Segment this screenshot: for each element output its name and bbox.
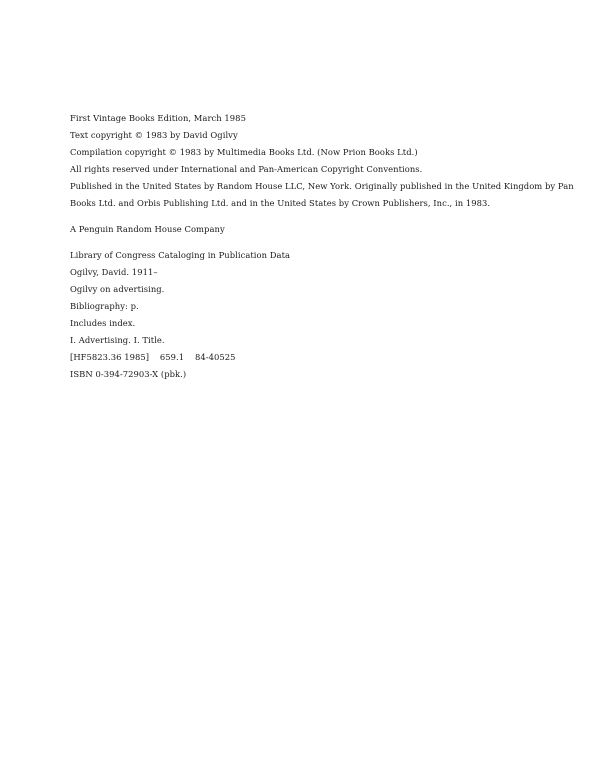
spacer: [70, 212, 530, 221]
published-line-1: Published in the United States by Random House LLC, New York. Originally published in the United Kingdom by Pan: [70, 181, 574, 191]
edition-line: First Vintage Books Edition, March 1985: [70, 113, 246, 123]
cip-title: Ogilvy on advertising.: [70, 284, 165, 294]
compilation-copyright-line: Compilation copyright © 1983 by Multimedia Books Ltd. (Now Prion Books Ltd.): [70, 147, 418, 157]
isbn-line: ISBN 0-394-72903-X (pbk.): [70, 369, 187, 379]
rights-line: All rights reserved under International and Pan-American Copyright Conventions.: [70, 164, 423, 174]
text-copyright-line: Text copyright © 1983 by David Ogilvy: [70, 130, 238, 140]
cip-bibliography: Bibliography: p.: [70, 301, 139, 311]
spacer: [70, 238, 530, 247]
cip-index: Includes index.: [70, 318, 136, 328]
cip-heading: Library of Congress Cataloging in Publication Data: [70, 250, 291, 260]
copyright-text-block: [70, 110, 574, 383]
cip-author: Ogilvy, David. 1911–: [70, 267, 158, 277]
cip-subjects: I. Advertising. I. Title.: [70, 335, 165, 345]
company-line: A Penguin Random House Company: [70, 224, 225, 234]
published-line-2: Books Ltd. and Orbis Publishing Ltd. and in the United States by Crown Publishers, Inc., in 1983.: [70, 198, 491, 208]
cip-classification: [HF5823.36 1985] 659.1 84-40525: [70, 352, 236, 362]
